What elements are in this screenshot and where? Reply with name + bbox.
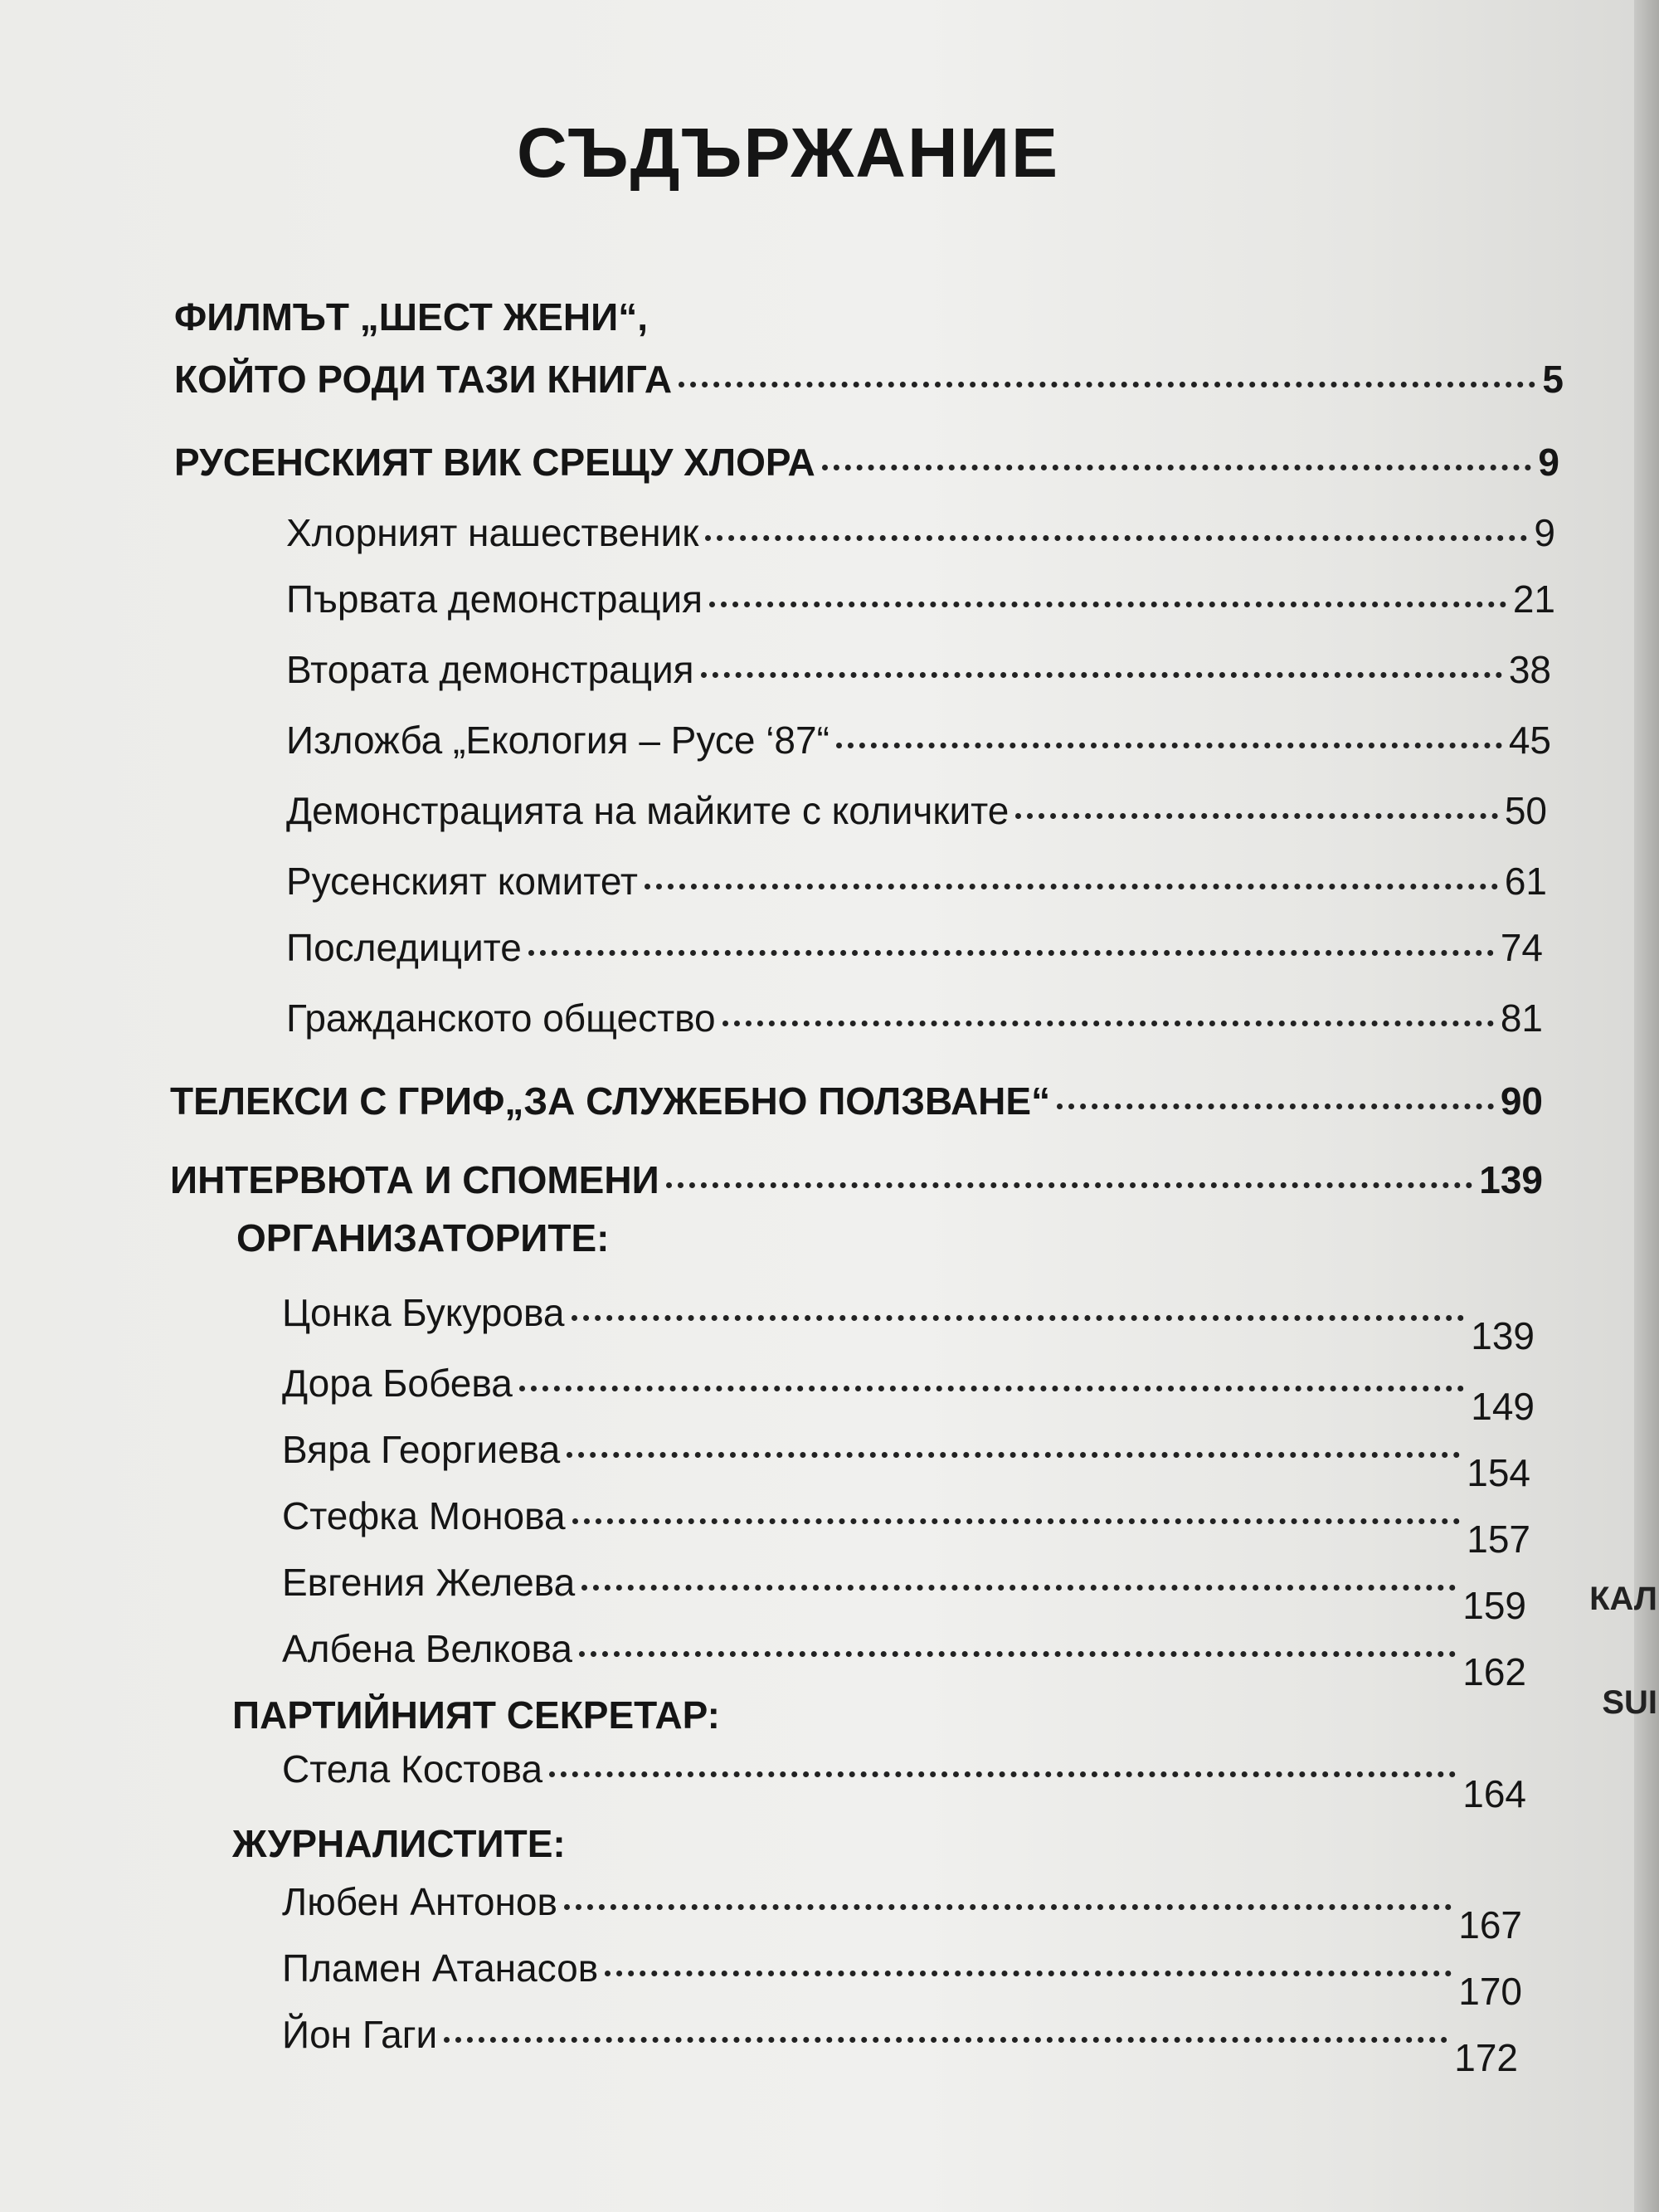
toc-leader-dots: [645, 884, 1498, 889]
edge-fragment: SUI: [1602, 1684, 1657, 1721]
toc-entry: [286, 925, 1543, 970]
toc-page-number: 172: [1454, 2036, 1518, 2079]
toc-page-number: 149: [1471, 1385, 1535, 1428]
toc-page-number: 167: [1458, 1903, 1522, 1946]
toc-leader-dots: [605, 1971, 1452, 1976]
toc-entry-title: Стефка Монова: [282, 1494, 566, 1537]
toc-entry: [286, 718, 1551, 763]
toc-entry-title: Йон Гаги: [282, 2013, 438, 2056]
toc-entry-title: ТЕЛЕКСИ С ГРИФ„ЗА СЛУЖЕБНО ПОЛЗВАНЕ“: [170, 1079, 1051, 1123]
toc-page-number: 139: [1471, 1314, 1535, 1357]
toc-leader-dots: [709, 602, 1506, 607]
toc-page-number: 157: [1467, 1518, 1530, 1561]
toc-page-number: 50: [1504, 789, 1547, 832]
toc-page-number: 74: [1500, 926, 1543, 969]
toc-entry-title: Дора Бобева: [282, 1362, 513, 1405]
toc-section-heading: ОРГАНИЗАТОРИТЕ:: [236, 1216, 610, 1259]
toc-leader-dots: [701, 672, 1502, 678]
toc-entry-title: Изложба „Екология – Русе ‘87“: [286, 719, 830, 762]
toc-entry-title: Любен Антонов: [282, 1880, 557, 1923]
toc-entry: [282, 1493, 1530, 1561]
toc-entry-title: Гражданското общество: [286, 996, 716, 1040]
toc-entry: [170, 1157, 1543, 1202]
toc-entry: [286, 996, 1543, 1040]
toc-entry-title: Хлорният нашественик: [286, 511, 699, 554]
toc-entry: [282, 1626, 1526, 1693]
toc-leader-dots: [519, 1386, 1464, 1391]
toc-entry: [282, 1290, 1535, 1357]
toc-entry: [282, 2012, 1518, 2079]
toc-entry-title: Втората демонстрация: [286, 648, 694, 691]
toc-entry-title: Стела Костова: [282, 1747, 543, 1791]
toc-leader-dots: [722, 1021, 1494, 1026]
toc-leader-dots: [528, 950, 1494, 956]
toc-leader-dots: [666, 1182, 1473, 1188]
toc-entry-title: ИНТЕРВЮТА И СПОМЕНИ: [170, 1158, 659, 1201]
toc-entry: [282, 1361, 1535, 1428]
toc-entry: [174, 357, 1564, 402]
toc-entry: [286, 510, 1555, 555]
toc-entry-title: КОЙТО РОДИ ТАЗИ КНИГА: [174, 358, 673, 401]
toc-page-number: 9: [1534, 511, 1555, 554]
edge-fragment: КАЛ: [1589, 1581, 1657, 1617]
toc-entry-title: РУСЕНСКИЯТ ВИК СРЕЩУ ХЛОРА: [174, 441, 815, 484]
toc-entry: [282, 1747, 1526, 1815]
toc-leader-dots: [836, 743, 1502, 748]
toc-leader-dots: [581, 1585, 1456, 1591]
toc-page-number: 159: [1462, 1584, 1526, 1627]
toc-leader-dots: [444, 2037, 1447, 2043]
toc-entry-title: Пламен Атанасов: [282, 1946, 599, 1990]
toc-entry: [286, 859, 1547, 904]
toc-entry: [170, 1079, 1543, 1123]
toc-page-number: 90: [1500, 1079, 1543, 1123]
toc-entry-title: Евгения Желева: [282, 1561, 576, 1604]
toc-leader-dots: [572, 1315, 1465, 1321]
toc-entry: [282, 1946, 1522, 2013]
toc-page-number: 170: [1458, 1970, 1522, 2013]
toc-leader-dots: [567, 1452, 1460, 1458]
toc-entry-title: Първата демонстрация: [286, 577, 703, 621]
toc-leader-dots: [822, 465, 1532, 470]
toc-leader-dots: [1015, 813, 1498, 819]
toc-page-number: 9: [1538, 441, 1559, 484]
next-page-edge: [1634, 0, 1659, 2212]
toc-leader-dots: [579, 1651, 1456, 1657]
toc-section-heading: ЖУРНАЛИСТИТЕ:: [232, 1822, 566, 1865]
toc-entry: [282, 1879, 1522, 1946]
toc-entry-title: Цонка Букурова: [282, 1291, 565, 1334]
toc-entry-title: Последиците: [286, 926, 522, 969]
toc-entry: [174, 440, 1559, 485]
toc-entry: [286, 647, 1551, 692]
toc-page-number: 164: [1462, 1772, 1526, 1815]
toc-leader-dots: [679, 382, 1535, 387]
toc-entry-title: Вяра Георгиева: [282, 1428, 561, 1471]
toc-heading-line1: ФИЛМЪТ „ШЕСТ ЖЕНИ“,: [174, 295, 648, 339]
toc-page-number: 38: [1508, 648, 1551, 691]
toc-entry: [286, 788, 1547, 833]
toc-leader-dots: [564, 1904, 1452, 1910]
toc-leader-dots: [549, 1771, 1456, 1777]
toc-page-number: 61: [1504, 860, 1547, 903]
toc-entry-title: Албена Велкова: [282, 1627, 573, 1670]
toc-entry-title: Демонстрацията на майките с количките: [286, 789, 1010, 832]
toc-page-number: 5: [1542, 358, 1564, 401]
toc-leader-dots: [572, 1518, 1461, 1524]
toc-page-number: 21: [1512, 577, 1555, 621]
toc-page-number: 154: [1467, 1451, 1530, 1494]
page-title: СЪДЪРЖАНИЕ: [516, 114, 1060, 192]
toc-leader-dots: [1057, 1104, 1494, 1109]
toc-entry: [286, 577, 1555, 621]
toc-page-number: 162: [1462, 1650, 1526, 1693]
toc-section-heading: ПАРТИЙНИЯТ СЕКРЕТАР:: [232, 1693, 720, 1737]
toc-page-number: 81: [1500, 996, 1543, 1040]
toc-page-number: 45: [1508, 719, 1551, 762]
toc-entry: [282, 1427, 1530, 1494]
toc-entry-title: Русенският комитет: [286, 860, 638, 903]
toc-leader-dots: [705, 535, 1527, 541]
toc-page-number: 139: [1479, 1158, 1543, 1201]
toc-entry: [282, 1560, 1526, 1627]
